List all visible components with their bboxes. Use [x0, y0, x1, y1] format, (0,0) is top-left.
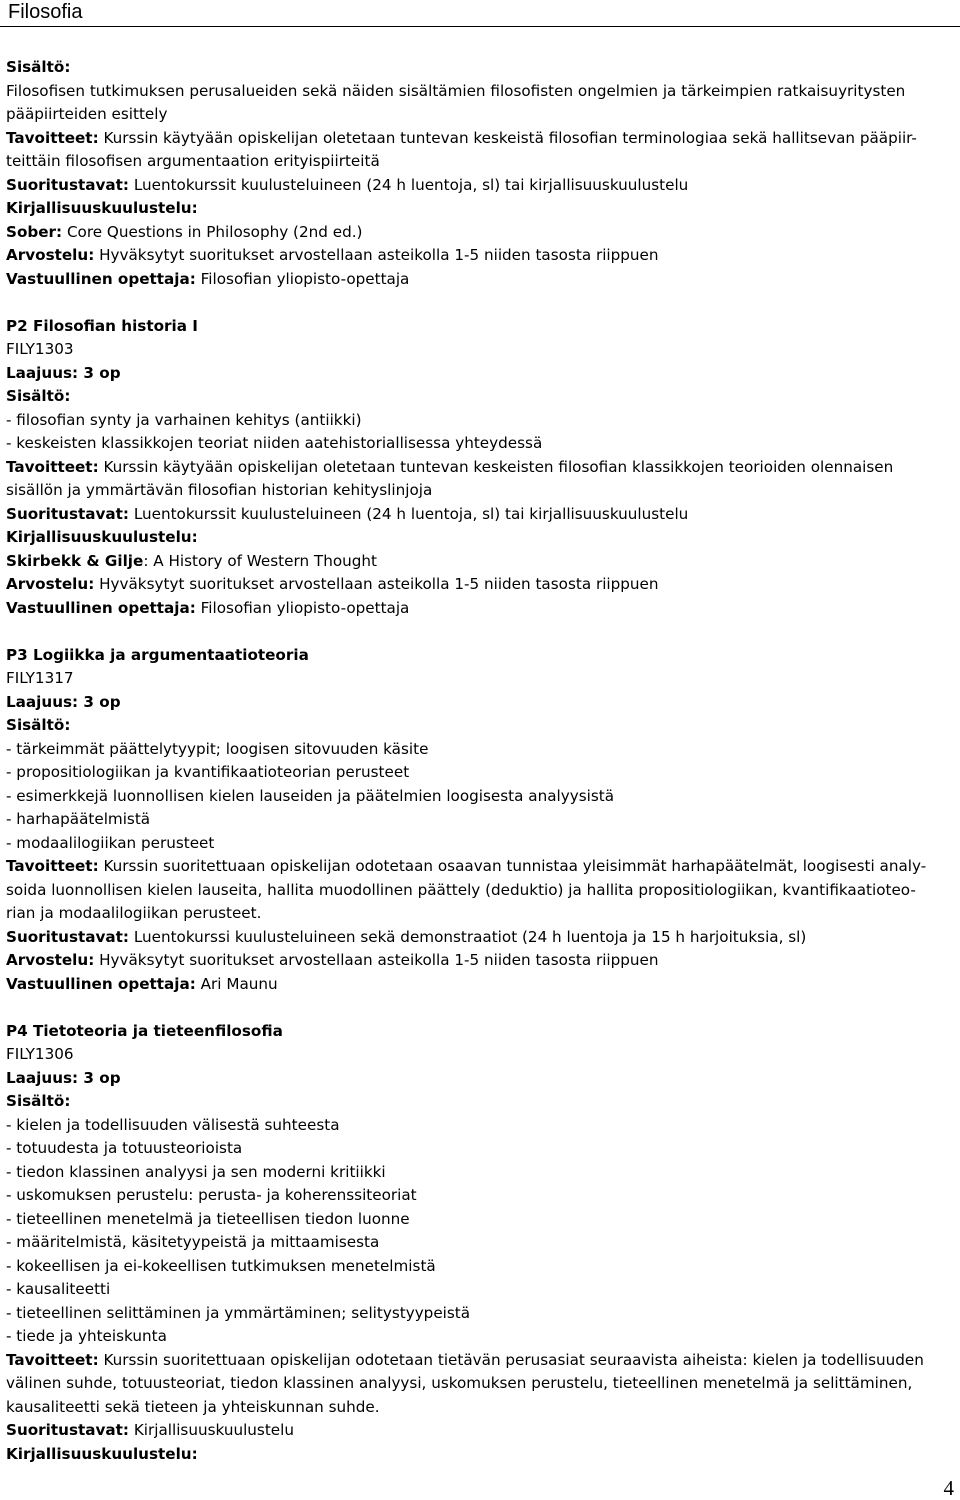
arvostelu-label: Arvostelu:	[6, 951, 95, 969]
tavoitteet-text-line: soida luonnollisen kielen lauseita, hallita muodollinen päättely (deduktio) ja hallita propositiologiikan, kvantifikaatioteo-	[6, 880, 916, 899]
suoritustavat-line	[6, 1419, 948, 1443]
book-title: Core Questions in Philosophy (2nd ed.)	[66, 222, 363, 241]
opettaja-text: Filosofian yliopisto-opettaja	[200, 598, 410, 617]
list-item: - totuudesta ja totuusteorioista	[6, 1139, 243, 1157]
course-credits: Laajuus: 3 op	[6, 1068, 121, 1087]
opettaja-line	[6, 973, 948, 997]
book-line	[6, 221, 948, 245]
list-item: - esimerkkejä luonnollisen kielen lauseiden ja päätelmien loogisesta analyysistä	[6, 786, 615, 805]
tavoitteet-line	[6, 127, 948, 151]
sisalto-label: Sisältö:	[6, 387, 71, 405]
opettaja-label: Vastuullinen opettaja:	[6, 598, 196, 617]
tavoitteet-text-line: teittäin filosofisen argumentaation erityispiirteitä	[6, 152, 380, 170]
suoritustavat-label: Suoritustavat:	[6, 175, 129, 194]
list-item: - propositiologiikan ja kvantifikaatioteorian perusteet	[6, 763, 410, 781]
list-item: - tiede ja yhteiskunta	[6, 1327, 167, 1345]
sisalto-label: Sisältö:	[6, 58, 71, 76]
tavoitteet-text: Kurssin suoritettuaan opiskelijan odotetaan tietävän perusasiat seuraavista aiheista: kielen ja todellisuuden	[103, 1350, 924, 1369]
arvostelu-line	[6, 244, 948, 268]
tavoitteet-text: Kurssin käytyään opiskelijan oletetaan tuntevan keskeisten filosofian klassikkojen teorioiden olennaisen	[103, 457, 894, 476]
tavoitteet-label: Tavoitteet:	[6, 128, 99, 147]
list-item: - tieteellinen menetelmä ja tieteellisen tiedon luonne	[6, 1209, 410, 1228]
course-code: FILY1303	[6, 340, 74, 358]
suoritustavat-text: Luentokurssit kuulusteluineen (24 h luentoja, sl) tai kirjallisuuskuulustelu	[133, 504, 689, 523]
suoritustavat-label: Suoritustavat:	[6, 504, 129, 523]
document-body	[6, 56, 948, 1466]
tavoitteet-label: Tavoitteet:	[6, 857, 99, 875]
arvostelu-text: Hyväksytyt suoritukset arvostellaan asteikolla 1-5 niiden tasosta riippuen	[99, 951, 659, 969]
kirjallisuus-label: Kirjallisuuskuulustelu:	[6, 1444, 198, 1463]
opettaja-label: Vastuullinen opettaja:	[6, 269, 196, 288]
suoritustavat-label: Suoritustavat:	[6, 927, 129, 946]
opettaja-label: Vastuullinen opettaja:	[6, 974, 196, 993]
book-line	[6, 550, 948, 574]
tavoitteet-text-line: kausaliteetti sekä tieteen ja yhteiskunnan suhde.	[6, 1397, 380, 1416]
list-item: - tiedon klassinen analyysi ja sen moderni kritiikki	[6, 1162, 386, 1181]
intro-section	[6, 56, 948, 291]
list-item: - kausaliteetti	[6, 1280, 111, 1298]
arvostelu-text: Hyväksytyt suoritukset arvostellaan asteikolla 1-5 niiden tasosta riippuen	[99, 575, 659, 593]
section-gap	[6, 996, 948, 1020]
course-p4	[6, 1020, 948, 1467]
list-item: - kielen ja todellisuuden välisestä suhteesta	[6, 1115, 340, 1134]
list-item: - tieteellinen selittäminen ja ymmärtäminen; selitystyypeistä	[6, 1303, 471, 1322]
course-title: P2 Filosofian historia I	[6, 316, 198, 335]
sisalto-text-line: pääpiirteiden esittely	[6, 105, 168, 123]
course-p3	[6, 644, 948, 997]
kirjallisuus-label: Kirjallisuuskuulustelu:	[6, 528, 198, 546]
course-title: P4 Tietoteoria ja tieteenfilosofia	[6, 1021, 283, 1040]
tavoitteet-label: Tavoitteet:	[6, 457, 99, 476]
list-item: - määritelmistä, käsitetyypeistä ja mittaamisesta	[6, 1233, 380, 1251]
list-item: - kokeellisen ja ei-kokeellisen tutkimuksen menetelmistä	[6, 1256, 436, 1275]
suoritustavat-text: Kirjallisuuskuulustelu	[133, 1421, 294, 1439]
course-credits: Laajuus: 3 op	[6, 692, 121, 711]
tavoitteet-line	[6, 1349, 948, 1373]
tavoitteet-label: Tavoitteet:	[6, 1350, 99, 1369]
course-credits: Laajuus: 3 op	[6, 363, 121, 382]
list-item: - tärkeimmät päättelytyypit; loogisen sitovuuden käsite	[6, 739, 429, 758]
arvostelu-label: Arvostelu:	[6, 575, 95, 593]
list-item: - harhapäätelmistä	[6, 810, 151, 828]
opettaja-text: Ari Maunu	[200, 974, 278, 993]
suoritustavat-line	[6, 926, 948, 950]
tavoitteet-text-line: rian ja modaalilogiikan perusteet.	[6, 904, 262, 922]
course-title: P3 Logiikka ja argumentaatioteoria	[6, 645, 309, 664]
list-item: - keskeisten klassikkojen teoriat niiden aatehistoriallisessa yhteydessä	[6, 434, 543, 452]
suoritustavat-line	[6, 174, 948, 198]
tavoitteet-line	[6, 456, 948, 480]
suoritustavat-line	[6, 503, 948, 527]
course-code: FILY1317	[6, 669, 74, 687]
opettaja-line	[6, 268, 948, 292]
arvostelu-text: Hyväksytyt suoritukset arvostellaan asteikolla 1-5 niiden tasosta riippuen	[99, 246, 659, 264]
arvostelu-line	[6, 949, 948, 973]
sisalto-label: Sisältö:	[6, 716, 71, 734]
sisalto-label: Sisältö:	[6, 1092, 71, 1110]
section-gap	[6, 291, 948, 315]
tavoitteet-text: Kurssin käytyään opiskelijan oletetaan tuntevan keskeistä filosofian terminologiaa sekä hallitsevan pääpiir-	[103, 128, 917, 147]
suoritustavat-text: Luentokurssit kuulusteluineen (24 h luentoja, sl) tai kirjallisuuskuulustelu	[133, 175, 689, 194]
page-number: 4	[943, 1476, 954, 1500]
opettaja-line	[6, 597, 948, 621]
page-title: Filosofia	[8, 1, 83, 23]
suoritustavat-text: Luentokurssi kuulusteluineen sekä demonstraatiot (24 h luentoja ja 15 h harjoituksia, sl)	[133, 927, 807, 946]
tavoitteet-text: Kurssin suoritettuaan opiskelijan odotetaan osaavan tunnistaa yleisimmät harhapäätelmät, loogisesti analy-	[103, 857, 927, 875]
page-header	[0, 0, 960, 27]
course-code: FILY1306	[6, 1045, 74, 1063]
tavoitteet-text-line: sisällön ja ymmärtävän filosofian historian kehityslinjoja	[6, 481, 433, 499]
suoritustavat-label: Suoritustavat:	[6, 1421, 129, 1439]
list-item: - modaalilogiikan perusteet	[6, 833, 215, 852]
arvostelu-label: Arvostelu:	[6, 246, 95, 264]
sisalto-text-line: Filosofisen tutkimuksen perusalueiden sekä näiden sisältämien filosofisten ongelmien ja tärkeimpien ratkaisuyritysten	[6, 81, 906, 100]
list-item: - filosofian synty ja varhainen kehitys (antiikki)	[6, 410, 362, 429]
arvostelu-line	[6, 573, 948, 597]
tavoitteet-text-line: välinen suhde, totuusteoriat, tiedon klassinen analyysi, uskomuksen perustelu, tieteellinen menetelmä ja selittäminen,	[6, 1374, 913, 1392]
book-author: Sober:	[6, 222, 63, 241]
opettaja-text: Filosofian yliopisto-opettaja	[200, 269, 410, 288]
kirjallisuus-label: Kirjallisuuskuulustelu:	[6, 199, 198, 217]
book-title: : A History of Western Thought	[143, 551, 377, 570]
course-p2	[6, 315, 948, 621]
list-item: - uskomuksen perustelu: perusta- ja koherenssiteoriat	[6, 1186, 417, 1204]
section-gap	[6, 620, 948, 644]
book-author: Skirbekk & Gilje	[6, 551, 144, 570]
tavoitteet-line	[6, 855, 948, 879]
